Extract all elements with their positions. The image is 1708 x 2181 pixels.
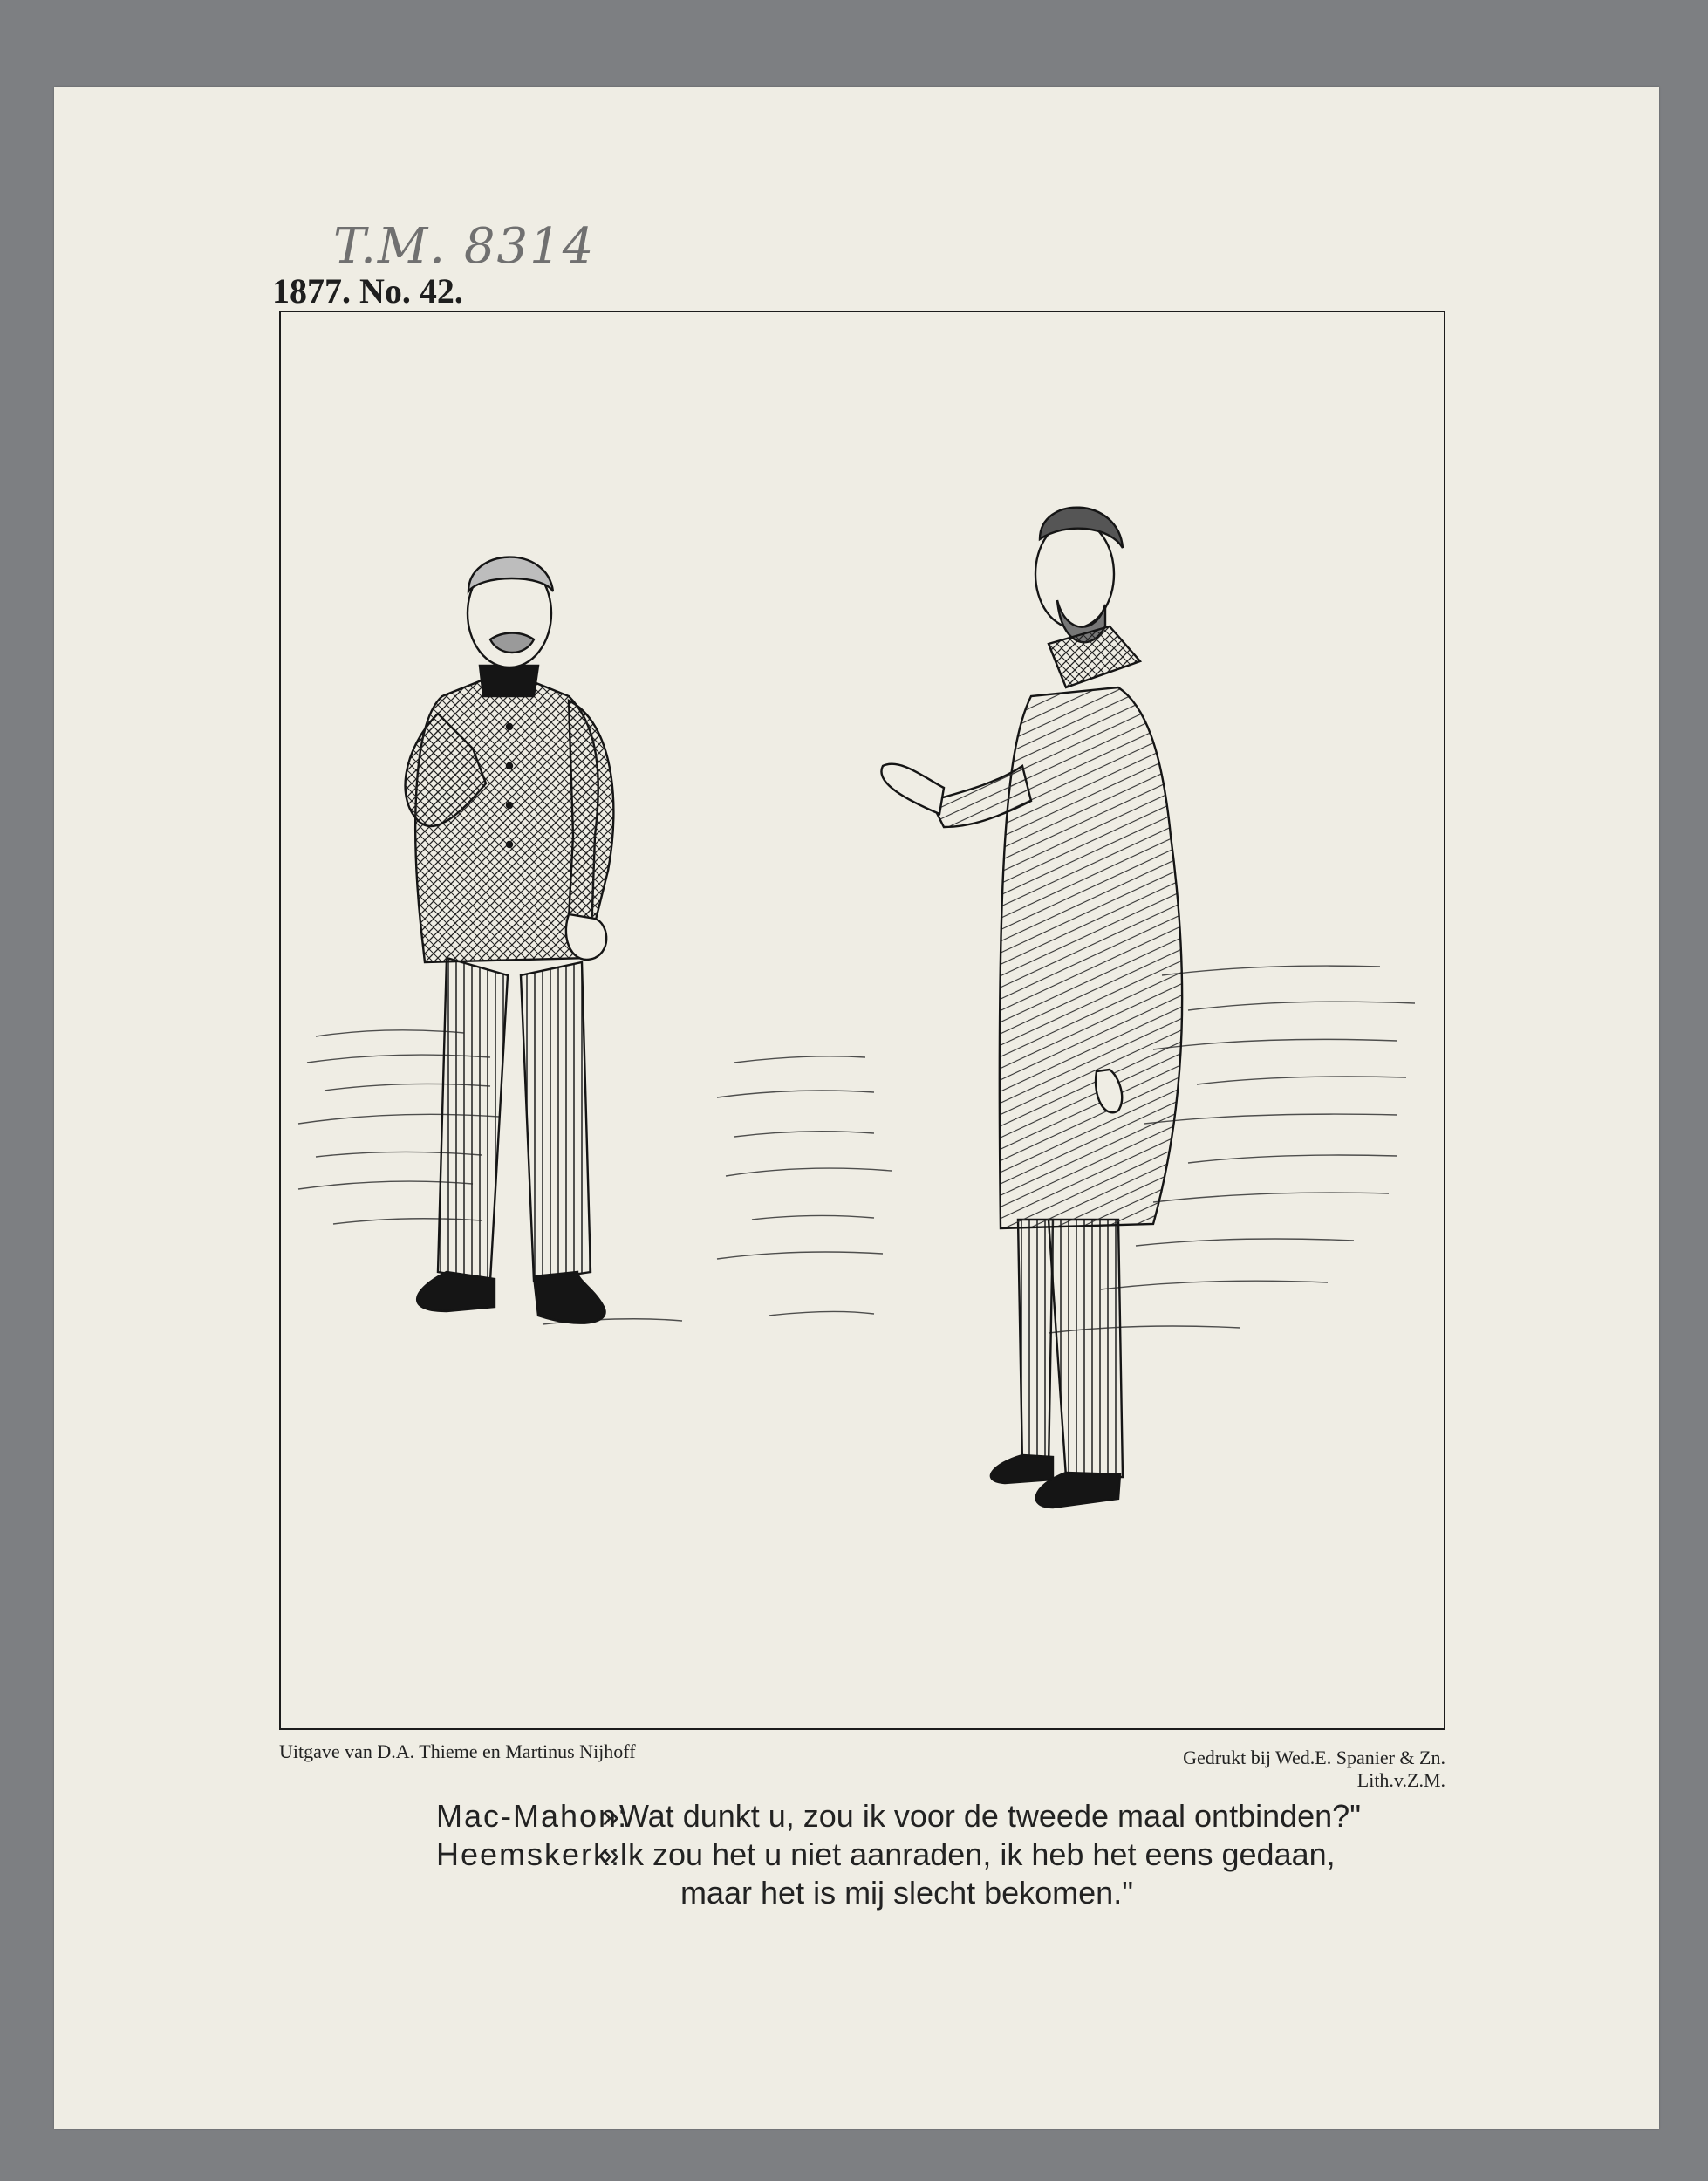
caption-line-2: »Ik zou het u niet aanraden, ik heb het eens gedaan, <box>602 1836 1336 1872</box>
speaker-mac-mahon: Mac-Mahon: <box>436 1798 629 1834</box>
caption-row-2 <box>436 1836 1361 1874</box>
figure-heemskerk <box>881 508 1182 1508</box>
figure-mac-mahon <box>406 557 614 1323</box>
caption-row-1 <box>436 1797 1361 1836</box>
publisher-line: Uitgave van D.A. Thieme en Martinus Nijhoff <box>279 1740 636 1762</box>
caption-line-3: maar het is mij slecht bekomen." <box>680 1875 1133 1911</box>
caption-dialogue <box>436 1797 1361 1912</box>
printer-line: Gedrukt bij Wed.E. Spanier & Zn. Lith.v.Z.M. <box>1183 1747 1445 1791</box>
cartoon-illustration <box>281 312 1444 1728</box>
illustration-frame <box>279 311 1445 1730</box>
speaker-heemskerk: Heemskerk: <box>436 1836 622 1872</box>
print-sheet <box>54 87 1659 2129</box>
caption-line-1: »Wat dunkt u, zou ik voor de tweede maal ontbinden?" <box>602 1798 1361 1834</box>
inventory-note: T.M. 8314 <box>333 218 596 275</box>
issue-label: 1877. No. 42. <box>272 271 463 311</box>
